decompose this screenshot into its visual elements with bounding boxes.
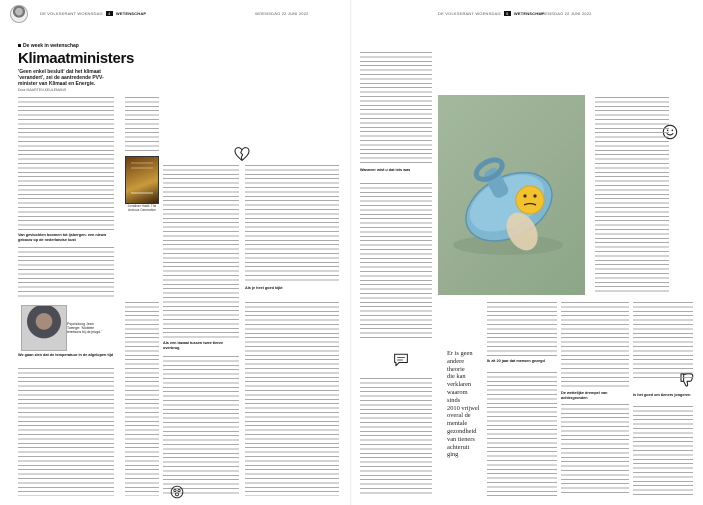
body-column-3b — [163, 354, 239, 496]
book-caption: Jonathan Haidt: The Anxious Generation — [127, 204, 157, 212]
pacifier-hero-image — [438, 95, 585, 295]
body-column-2a — [125, 95, 159, 153]
columnist-avatar — [10, 5, 28, 23]
left-folio: DE VOLKSKRANT WOENSDAG 4 WETENSCHAP — [40, 11, 147, 16]
shocked-face-icon — [169, 484, 185, 500]
body-column-4a — [245, 163, 339, 283]
speech-bubble-icon — [393, 352, 409, 368]
photo-caption: Psycholoog Jean Twenge: 'Mobiele telefoons bij de jeugd.' — [67, 322, 102, 335]
subhead-3: Als een lawaai tussen twee tienre overbrug — [163, 340, 239, 352]
body-column-r1a — [360, 50, 432, 165]
right-folio-date: WOENSDAG 22 JUNI 2022 — [538, 11, 592, 16]
body-column-r3b — [561, 402, 629, 496]
broken-heart-icon — [234, 146, 250, 162]
section-kicker: De week in wetenschap — [18, 43, 79, 49]
left-page — [0, 0, 351, 505]
body-column-r3a — [561, 300, 629, 388]
body-column-1a — [18, 95, 114, 230]
body-column-3a — [163, 163, 239, 338]
portrait-photo — [21, 305, 67, 351]
body-column-1c — [18, 366, 114, 496]
subhead-r4: Is het goed om tieners jongeren — [633, 392, 693, 402]
pull-quote: Er is geen andere theorie die kan verklaren waarom sinds 2010 vrijwel overal de mentale gezondheid van tieners achteruit ging — [447, 350, 480, 459]
body-column-r2b — [487, 370, 557, 496]
right-folio: DE VOLKSKRANT WOENSDAG 5 WETENSCHAP — [438, 11, 545, 16]
body-column-2b — [125, 300, 159, 496]
subhead-r3: De wettelijke drempel van achtergronden — [561, 390, 629, 400]
body-column-r1b — [360, 181, 432, 341]
body-column-r4a — [595, 95, 669, 295]
body-column-1b — [18, 245, 114, 300]
subhead-r1: Wanneer wist u dat iets was — [360, 167, 432, 179]
body-column-4b — [245, 300, 339, 496]
left-folio-date: WOENSDAG 22 JUNI 2022 — [255, 11, 309, 16]
subhead-4: Als je heel goed kijkt — [245, 285, 339, 297]
byline: Door MAARTEN KEULEMANS — [18, 88, 67, 92]
subhead-2: We gaan zien dat de temperatuur in de afgelopen tijd — [18, 353, 114, 357]
page-title: Klimaatministers — [18, 50, 135, 67]
body-column-r1c — [360, 376, 432, 496]
body-column-r4c — [633, 404, 693, 496]
standfirst: 'Geen enkel besluit' dat het klimaat 'verandert', zei de aantredende PVV-minister van Klimaat en Energie. — [18, 69, 104, 87]
subhead-1: Van gevlochten boomen tot ijsbergen: een nieuw gebouw op de nederlandse kust — [18, 232, 114, 242]
subhead-r2: Ik zit 20 jaar dat mensen gezegd — [487, 358, 557, 368]
book-cover-image — [125, 156, 159, 204]
body-column-r2a — [487, 300, 557, 356]
body-column-r4b — [633, 300, 693, 380]
